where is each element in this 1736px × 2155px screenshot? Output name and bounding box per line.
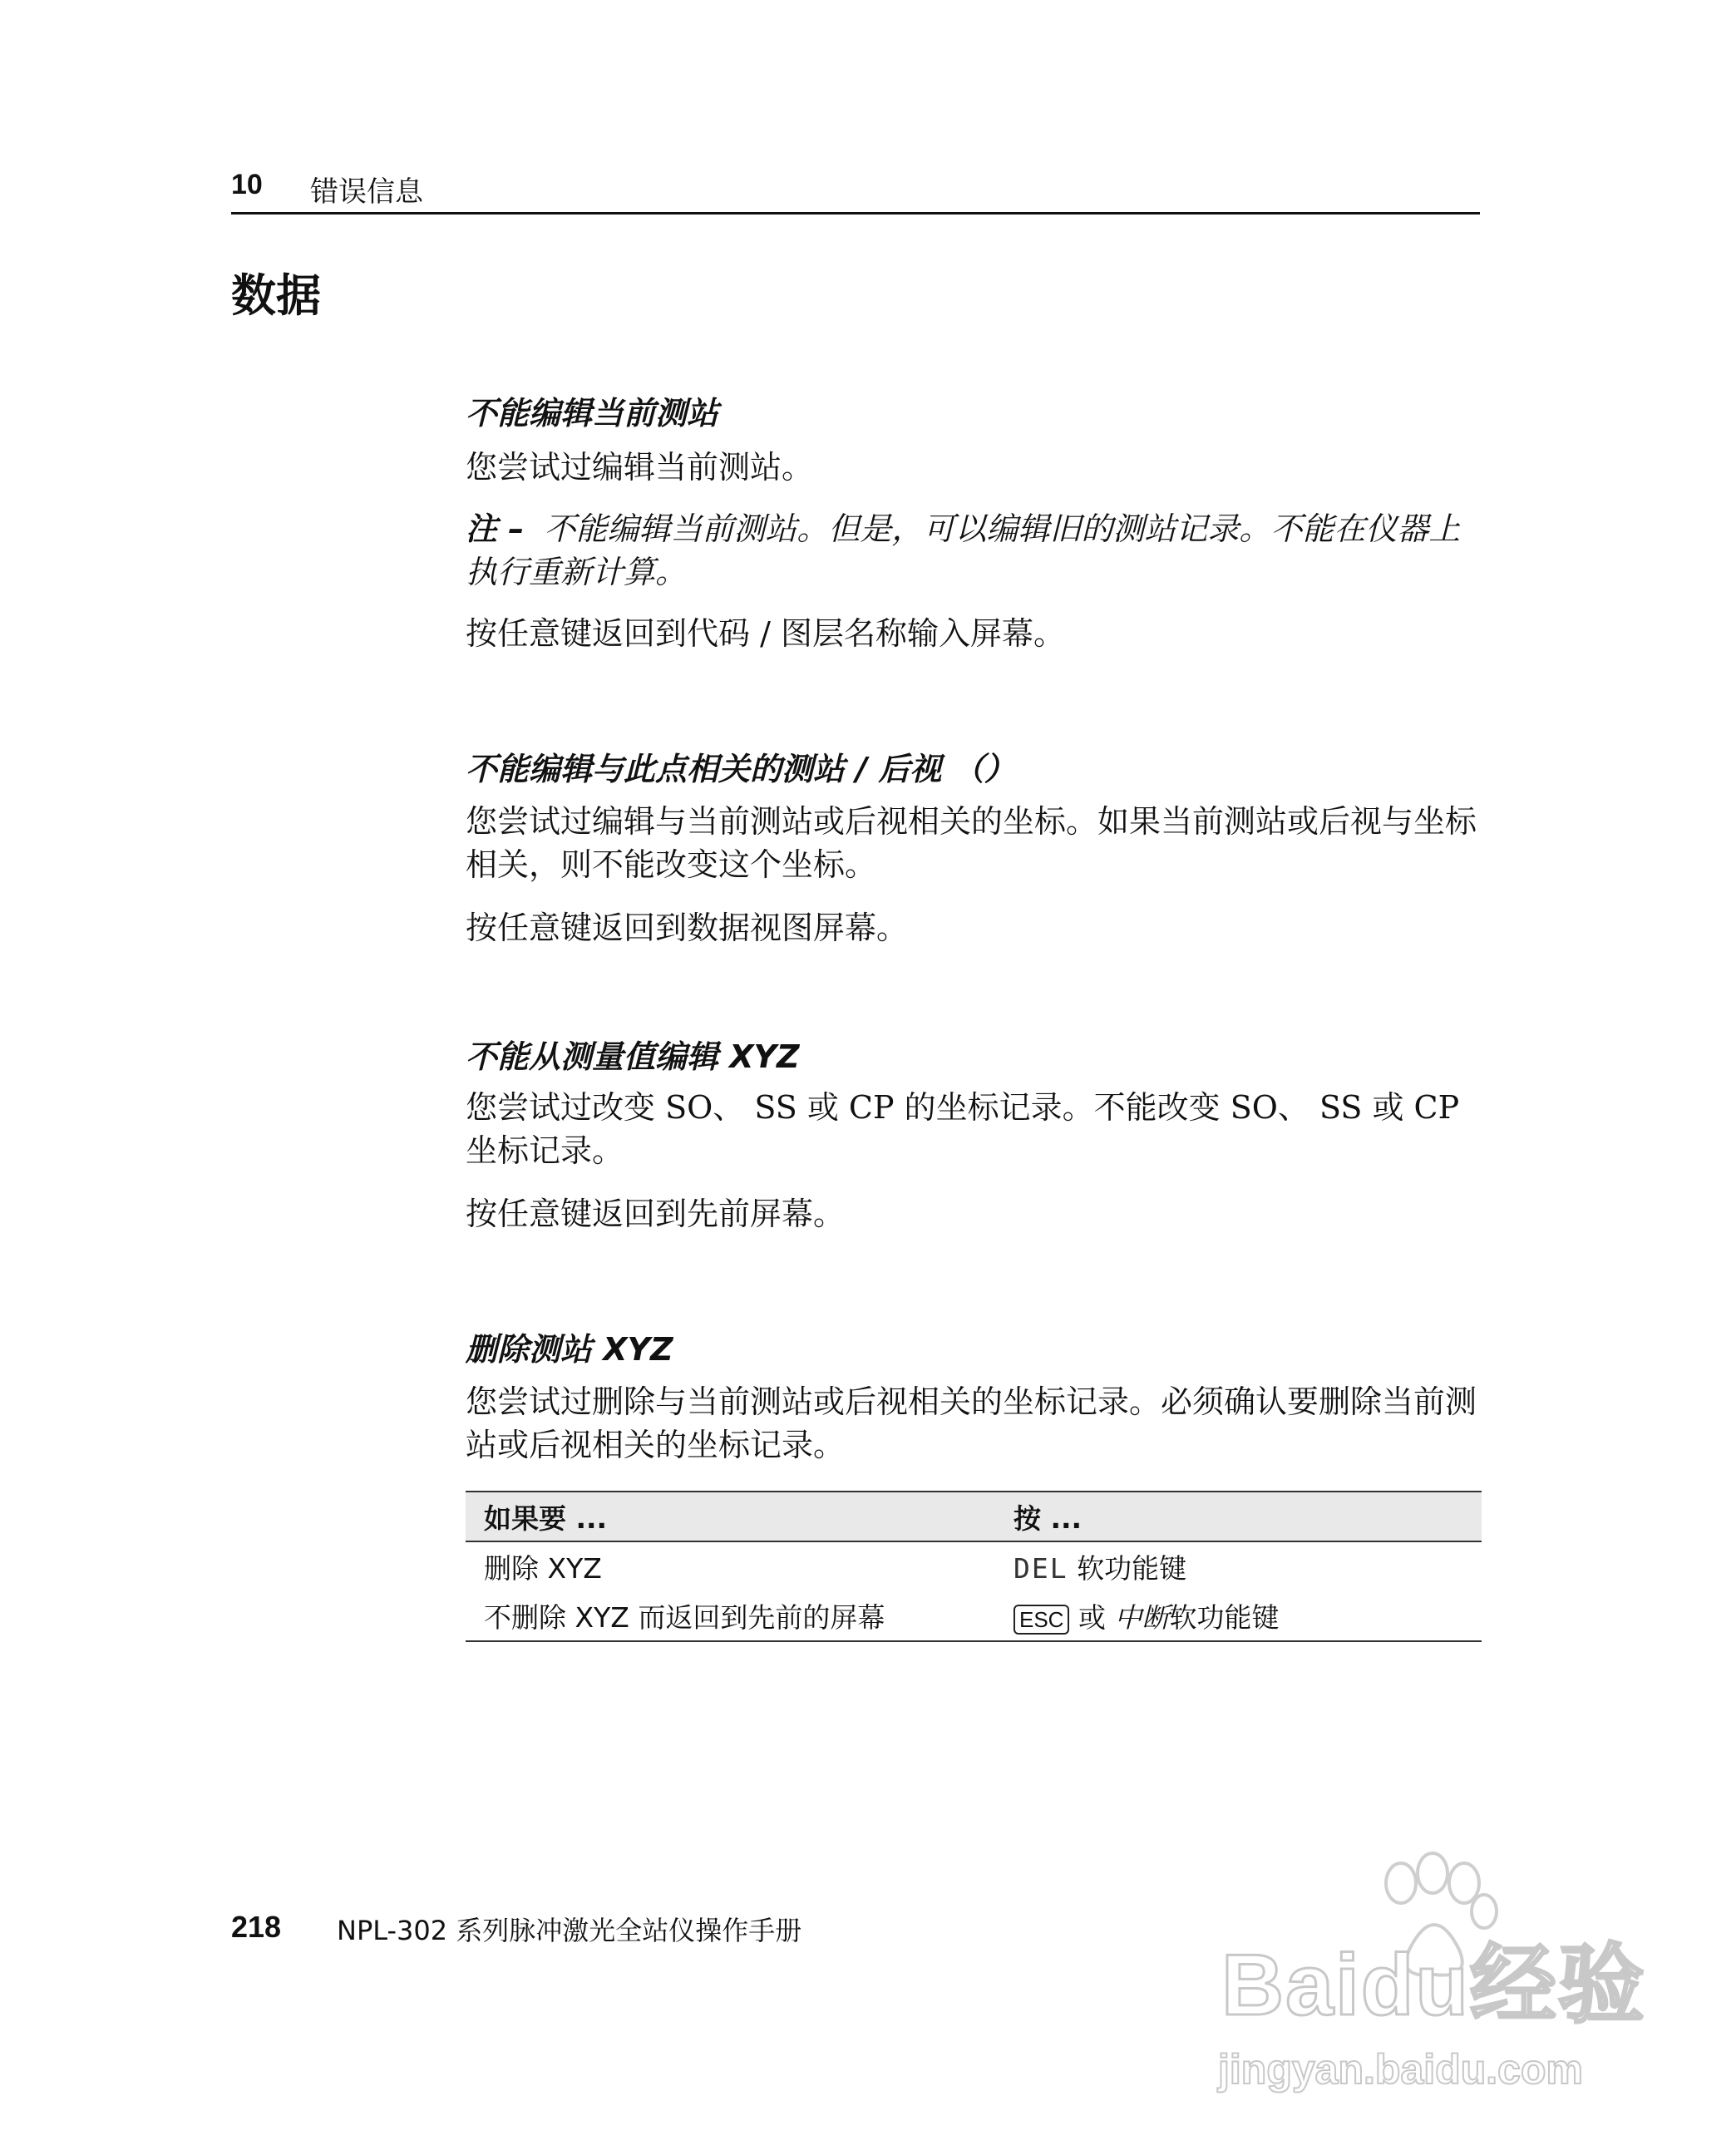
header-rule xyxy=(231,212,1480,215)
section-title: 数据 xyxy=(231,269,321,322)
entry-heading: 不能编辑与此点相关的测站 / 后视 （） xyxy=(466,751,1016,787)
watermark-url: jingyan.baidu.com xyxy=(1218,2046,1583,2093)
entry-heading: 删除测站 XYZ xyxy=(466,1331,673,1368)
entry-description: 您尝试过编辑与当前测站或后视相关的坐标。如果当前测站或后视与坐标相关，则不能改变这个坐标。 xyxy=(466,803,1477,883)
entry-heading: 不能从测量值编辑 XYZ xyxy=(466,1038,800,1075)
del-softkey-label: DEL xyxy=(1013,1552,1068,1585)
manual-title: NPL-302 系列脉冲激光全站仪操作手册 xyxy=(337,1915,802,1946)
note-label: 注 – xyxy=(466,510,525,547)
esc-key-icon: ESC xyxy=(1013,1605,1069,1635)
table-cell: 删除 XYZ xyxy=(484,1552,602,1585)
chapter-title: 错误信息 xyxy=(310,175,423,209)
abort-softkey-label: 中断 xyxy=(1114,1601,1170,1634)
action-table xyxy=(466,1491,1482,1642)
baidu-watermark xyxy=(1210,1842,1646,2128)
entry-description: 您尝试过编辑当前测站。 xyxy=(466,449,814,486)
table-header-cell: 如果要 ... xyxy=(466,1492,995,1541)
table-cell xyxy=(995,1591,1482,1641)
or-text: 或 xyxy=(1078,1601,1106,1634)
entry-note xyxy=(466,507,1482,594)
entry-action: 按任意键返回到先前屏幕。 xyxy=(466,1196,846,1232)
table-cell: 不删除 XYZ 而返回到先前的屏幕 xyxy=(466,1591,995,1641)
watermark-brand: Baidu经验 xyxy=(1221,1937,1646,2034)
page-number: 218 xyxy=(231,1910,282,1944)
chapter-number: 10 xyxy=(231,169,263,200)
table-row xyxy=(466,1591,1482,1641)
softkey-suffix: 软功能键 xyxy=(1169,1601,1280,1634)
entry-description: 您尝试过删除与当前测站或后视相关的坐标记录。必须确认要删除当前测站或后视相关的坐标记录。 xyxy=(466,1383,1477,1463)
note-text: 不能编辑当前测站。但是，可以编辑旧的测站记录。不能在仪器上执行重新计算。 xyxy=(466,510,1461,590)
entry-description: 您尝试过改变 SO、 SS 或 CP 的坐标记录。不能改变 SO、 SS 或 CP 坐标记录。 xyxy=(466,1089,1460,1169)
table-header-cell: 按 ... xyxy=(995,1492,1482,1541)
entry-action: 按任意键返回到数据视图屏幕。 xyxy=(466,910,909,946)
entry-heading: 不能编辑当前测站 xyxy=(466,395,719,431)
table-header-row xyxy=(466,1492,1482,1541)
softkey-suffix: 软功能键 xyxy=(1077,1552,1187,1585)
table-row xyxy=(466,1541,1482,1591)
table-cell xyxy=(995,1541,1482,1591)
entry-action: 按任意键返回到代码 / 图层名称输入屏幕。 xyxy=(466,615,1065,652)
